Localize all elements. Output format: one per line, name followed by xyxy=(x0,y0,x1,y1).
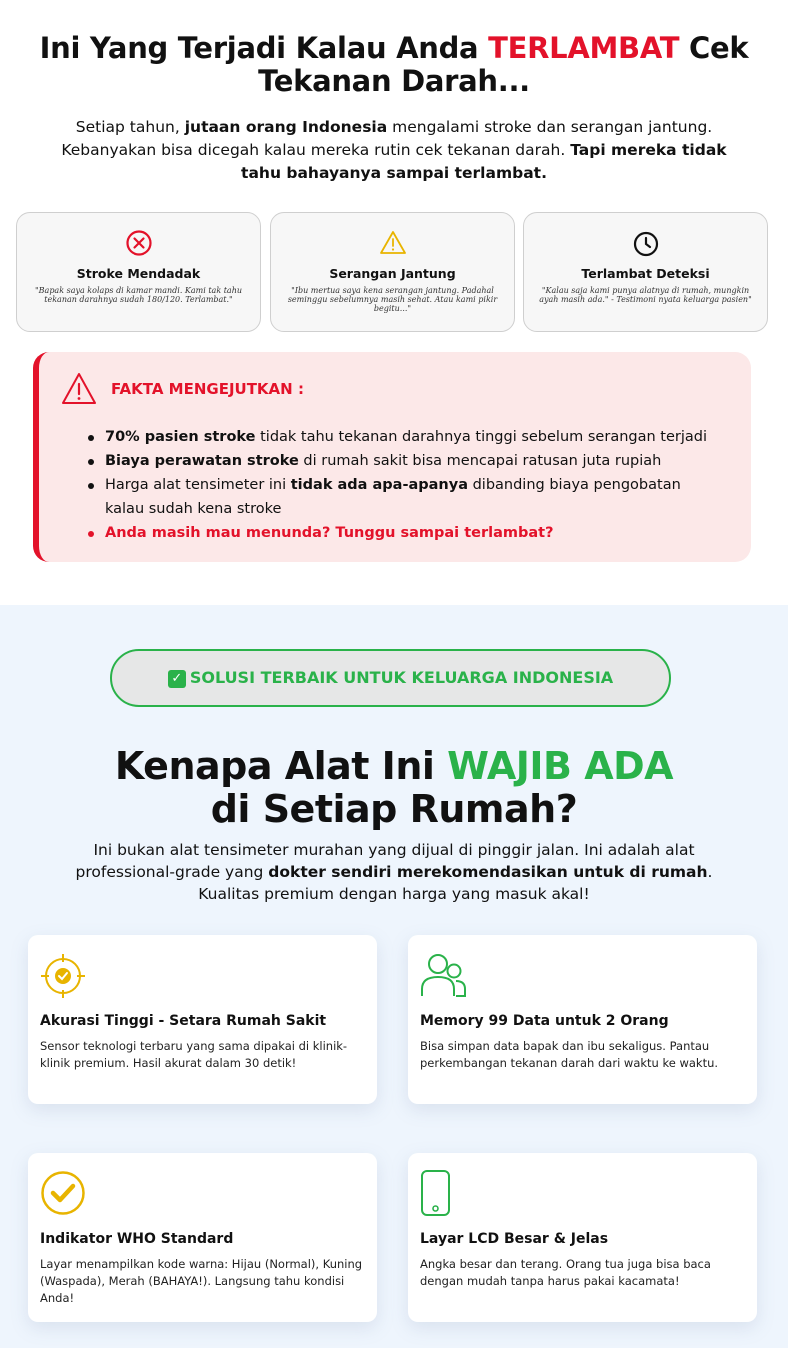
warning-triangle-icon xyxy=(379,229,407,257)
fakta-text: Harga alat tensimeter ini xyxy=(105,477,291,493)
fakta-item xyxy=(83,425,723,449)
intro-text: Setiap tahun, xyxy=(75,118,185,136)
checkbox-icon: ✓ xyxy=(168,670,186,688)
danger-card xyxy=(16,212,261,332)
fakta-list xyxy=(83,425,723,545)
fakta-item xyxy=(83,449,723,473)
heading-highlight: TERLAMBAT xyxy=(488,31,680,65)
feature-title: Akurasi Tinggi - Setara Rumah Sakit xyxy=(40,1013,327,1029)
feature-card xyxy=(408,1153,757,1322)
check-circle-icon xyxy=(40,1170,86,1216)
intro-bold-2: Tapi mereka tidak tahu bahayanya sampai terlambat. xyxy=(241,141,727,182)
solusi-badge xyxy=(110,649,671,707)
danger-cards xyxy=(16,212,769,332)
heading-text: Ini Yang Terjadi Kalau Anda xyxy=(39,31,489,65)
intro-bold: jutaan orang Indonesia xyxy=(184,118,388,136)
danger-card xyxy=(270,212,515,332)
sub-text: Ini bukan alat tensimeter murahan yang dijual di pinggir jalan. Ini adalah alat professional-grade yang xyxy=(75,841,695,881)
card-quote: "Kalau saja kami punya alatnya di rumah, mungkin ayah masih ada." - Testimoni nyata keluarga pasien" xyxy=(539,286,752,304)
feature-title: Indikator WHO Standard xyxy=(40,1231,234,1247)
problem-heading xyxy=(30,32,758,98)
fakta-bold: tidak ada apa-apanya xyxy=(290,477,468,493)
fakta-item xyxy=(83,473,723,521)
feature-card xyxy=(408,935,757,1104)
solution-heading xyxy=(60,745,728,831)
card-title: Stroke Mendadak xyxy=(76,266,201,281)
intro-text-2: mengalami stroke dan serangan jantung. Kebanyakan bisa dicegah kalau mereka rutin cek tekanan darah. xyxy=(61,118,713,159)
feature-card xyxy=(28,935,377,1104)
solution-paragraph xyxy=(55,839,733,905)
feature-desc: Sensor teknologi terbaru yang sama dipakai di klinik-klinik premium. Hasil akurat dalam 30 detik! xyxy=(40,1039,348,1070)
solusi-badge-label: SOLUSI TERBAIK UNTUK KELUARGA INDONESIA xyxy=(189,668,614,687)
users-icon xyxy=(420,951,466,997)
sub-bold: dokter sendiri merekomendasikan untuk di rumah xyxy=(268,863,708,881)
heading-highlight: WAJIB ADA xyxy=(447,744,674,788)
heading-text: Kenapa Alat Ini xyxy=(114,744,448,788)
fakta-box xyxy=(33,352,751,562)
feature-title: Memory 99 Data untuk 2 Orang xyxy=(420,1013,669,1029)
feature-desc: Bisa simpan data bapak dan ibu sekaligus. Pantau perkembangan tekanan darah dari waktu ke waktu. xyxy=(420,1039,719,1070)
feature-card xyxy=(28,1153,377,1322)
fakta-text: dibanding biaya pengobatan kalau sudah kena stroke xyxy=(105,477,681,517)
feature-desc: Layar menampilkan kode warna: Hijau (Normal), Kuning (Waspada), Merah (BAHAYA!). Langsung tahu kondisi Anda! xyxy=(40,1257,363,1305)
phone-icon xyxy=(420,1170,466,1216)
intro-paragraph xyxy=(40,116,748,185)
target-check-icon xyxy=(40,953,86,999)
fakta-alert: Anda masih mau menunda? Tunggu sampai terlambat? xyxy=(83,521,723,545)
problem-section xyxy=(0,0,788,605)
fakta-text: di rumah sakit bisa mencapai ratusan juta rupiah xyxy=(298,453,662,469)
card-quote: "Bapak saya kolaps di kamar mandi. Kami tak tahu tekanan darahnya sudah 180/120. Terlambat." xyxy=(34,286,242,304)
danger-card xyxy=(523,212,768,332)
warning-triangle-icon xyxy=(61,372,97,406)
feature-title: Layar LCD Besar & Jelas xyxy=(420,1231,609,1247)
heading-text-end: Cek Tekanan Darah... xyxy=(258,31,749,98)
fakta-bold: 70% pasien stroke xyxy=(105,429,256,445)
x-circle-icon xyxy=(125,229,153,257)
card-quote: "Ibu mertua saya kena serangan jantung. Padahal seminggu sebelumnya masih sehat. Atau kami pikir begitu..." xyxy=(287,286,498,313)
solution-section xyxy=(0,605,788,1348)
card-title: Terlambat Deteksi xyxy=(581,266,710,281)
feature-desc: Angka besar dan terang. Orang tua juga bisa baca dengan mudah tanpa harus pakai kacamata! xyxy=(420,1257,711,1288)
fakta-title: FAKTA MENGEJUTKAN : xyxy=(111,380,304,398)
heading-text-end: di Setiap Rumah? xyxy=(210,787,578,831)
sub-text-2: . Kualitas premium dengan harga yang masuk akal! xyxy=(198,863,713,903)
clock-icon xyxy=(632,229,660,257)
card-title: Serangan Jantung xyxy=(329,266,456,281)
fakta-bold: Biaya perawatan stroke xyxy=(105,453,299,469)
fakta-text: tidak tahu tekanan darahnya tinggi sebelum serangan terjadi xyxy=(255,429,707,445)
